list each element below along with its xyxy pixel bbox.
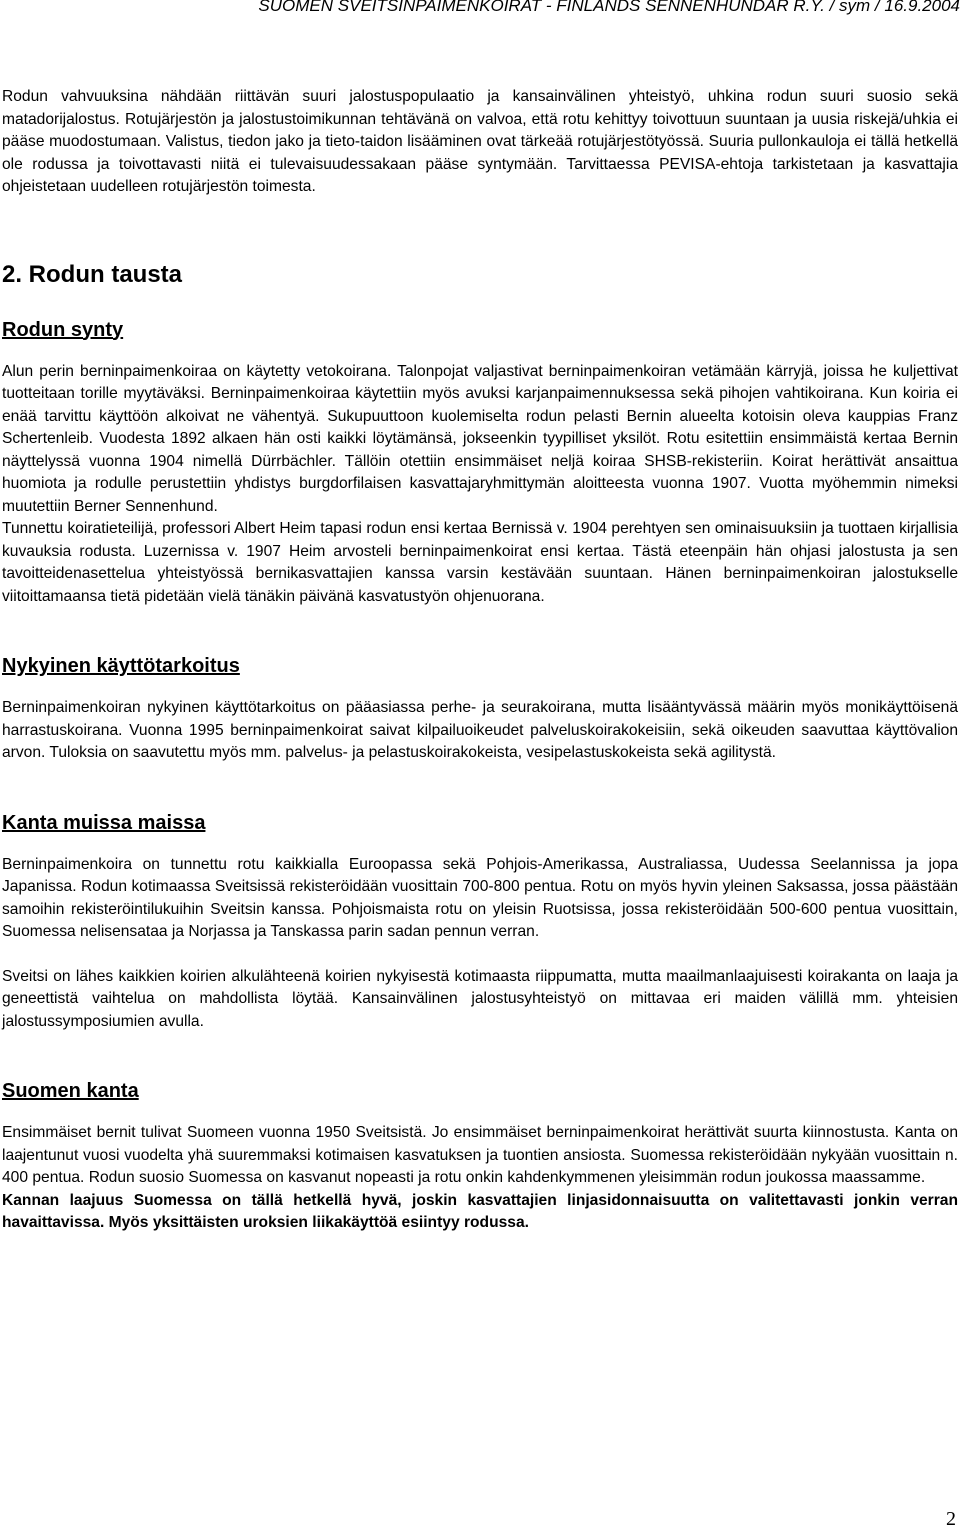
rodun-synty-paragraph-1: Alun perin berninpaimenkoiraa on käytetty vetokoirana. Talonpojat valjastivat berninpaimenkoiran vetämään kärryjä, joissa he kuljettivat tuotteitaan torille myytäväksi. Berninpaimenkoiraa käytettiin myös avuksi karjanpaimennuksessa sekä pihojen vahtikoirana. Kun koiria ei enää tarvittu käyttöön alkoivat ne vähentyä. Sukupuuttoon kuolemiselta rodun pelasti Bernin alueelta kotoisin oleva kauppias Franz Schertenleib. Vuodesta 1892 alkaen hän osti kaikki löytämänsä, jokseenkin tyypilliset yksilöt. Rotu esitettiin ensimmäistä kertaa Bernin näyttelyssä vuonna 1904 nimellä Dürrbächler. Tällöin otettiin ensimmäiset neljä koiraa SHSB-rekisteriin. Koirat herättivät ansaittua huomiota ja rodulle perustettiin yhdistys burgdorfilaisen kasvattajaryhmittymän aloitteesta vuonna 1907. Vuotta myöhemmin nimeksi muutettiin Berner Sennenhund. — [2, 362, 958, 515]
heading-kanta-muissa-maissa: Kanta muissa maissa — [2, 811, 206, 834]
suomen-kanta-bold-paragraph: Kannan laajuus Suomessa on tällä hetkellä hyvä, joskin kasvattajien linjasidonnaisuutta on valitettavasti jonkin verran havaittavissa. Myös yksittäisten uroksien liikakäyttöä esiintyy rodussa. — [2, 1191, 958, 1231]
rodun-synty-paragraph-2: Tunnettu koiratieteilijä, professori Albert Heim tapasi rodun ensi kertaa Bernissä v. 1904 perehtyen sen ominaisuuksiin ja tuottaen kirjallisia kuvauksia rodusta. Luzernissa v. 1907 Heim arvosteli berninpaimenkoirat ensi kertaa. Tästä eteenpäin hän ohjasi jalostusta ja sen tavoitteidenasettelua yhteistyössä bernikasvattajien kanssa varsin kestävään suuntaan. Hänen berninpaimenkoiran jalostukselle viitoittamaansa tietä pidetään vielä tänäkin päivänä kasvatustyön ohjenuorana. — [2, 520, 958, 605]
muissa-maissa-paragraph-1: Berninpaimenkoira on tunnettu rotu kaikkialla Euroopassa sekä Pohjois-Amerikassa, Australiassa, Uudessa Seelannissa ja jopa Japanissa. Rodun kotimaassa Sveitsissä rekisteröidään vuosittain 700-800 pentua. Rotu on myös hyvin yleinen Saksassa, jossa päästään samoihin rekisteröintilukuihin Sveitsin kanssa. Pohjoismaista rotu on yleisin Ruotsissa, jossa rekisteröidään 500-600 pentua vuosittain, Suomessa nelisensataa ja Norjassa ja Tanskassa parin sadan pennun verran. — [2, 855, 958, 940]
heading-suomen-kanta: Suomen kanta — [2, 1080, 139, 1102]
heading-kayttotarkoitus: Nykyinen käyttötarkoitus — [2, 655, 240, 677]
heading-rodun-synty: Rodun synty — [2, 318, 124, 341]
intro-paragraph: Rodun vahvuuksina nähdään riittävän suuri jalostuspopulaatio ja kansainvälinen yhteistyö, uhkina rodun suuri suosio sekä matadorijalostus. Rotujärjestön ja jalostustoimikunnan tehtävänä on valvoa, että rotu kehittyy toivottuun suuntaan ja uusia riskejä/uhkia ei pääse muodostumaan. Valistus, tiedon jako ja tieto-taidon lisääminen ovat tärkeää rotujärjestötyössä. Suuria pullonkauloja ei tällä hetkellä ole rodussa ja toivottavasti niitä ei tulevaisuudessakaan pääse syntymään. Tarvittaessa PEVISA-ehtoja tarkistetaan ja kasvattajia ohjeistetaan uudelleen rotujärjestön toimesta. — [2, 88, 958, 195]
page-header: SUOMEN SVEITSINPAIMENKOIRAT - FINLANDS SENNENHUNDAR R.Y. / sym / 16.9.2004 — [258, 0, 960, 15]
kayttotarkoitus-paragraph: Berninpaimenkoiran nykyinen käyttötarkoitus on pääasiassa perhe- ja seurakoirana, mutta lisääntyvässä määrin myös monikäyttöisenä harrastuskoirana. Vuonna 1995 berninpaimenkoirat saivat kilpailuoikeudet palveluskoirakokeisiin, sekä oikeuden saavuttaa käyttövalion arvon. Tuloksia on saavutettu myös mm. palvelus- ja pelastuskoirakokeista, vesipelastuskokeista sekä agilitystä. — [2, 699, 958, 761]
document-body — [2, 86, 958, 1235]
section-title: 2. Rodun tausta — [2, 260, 183, 288]
suomen-kanta-paragraph: Ensimmäiset bernit tulivat Suomeen vuonna 1950 Sveitsistä. Jo ensimmäiset berninpaimenkoirat herättivät suurta kiinnostusta. Kanta on laajentunut vuosi vuodelta yhä suuremmaksi kotimaisen kasvatuksen ja tuontien ansiosta. Suomessa rekisteröidään nykyään vuosittain n. 400 pentua. Rodun suosio Suomessa on kasvanut nopeasti ja rotu onkin kahdenkymmenen yleisimmän rodun joukossa maassamme. — [2, 1124, 958, 1186]
muissa-maissa-paragraph-2: Sveitsi on lähes kaikkien koirien alkulähteenä koirien nykyisestä kotimaasta riippumatta, mutta maailmanlaajuisesti koirakanta on laaja ja geneettistä vaihtelua on mahdollista löytää. Kansainvälinen jalostusyhteistyö on mittavaa eri maiden välillä mm. yhteisien jalostussymposiumien avulla. — [2, 967, 958, 1030]
page-number: 2 — [946, 1508, 956, 1530]
